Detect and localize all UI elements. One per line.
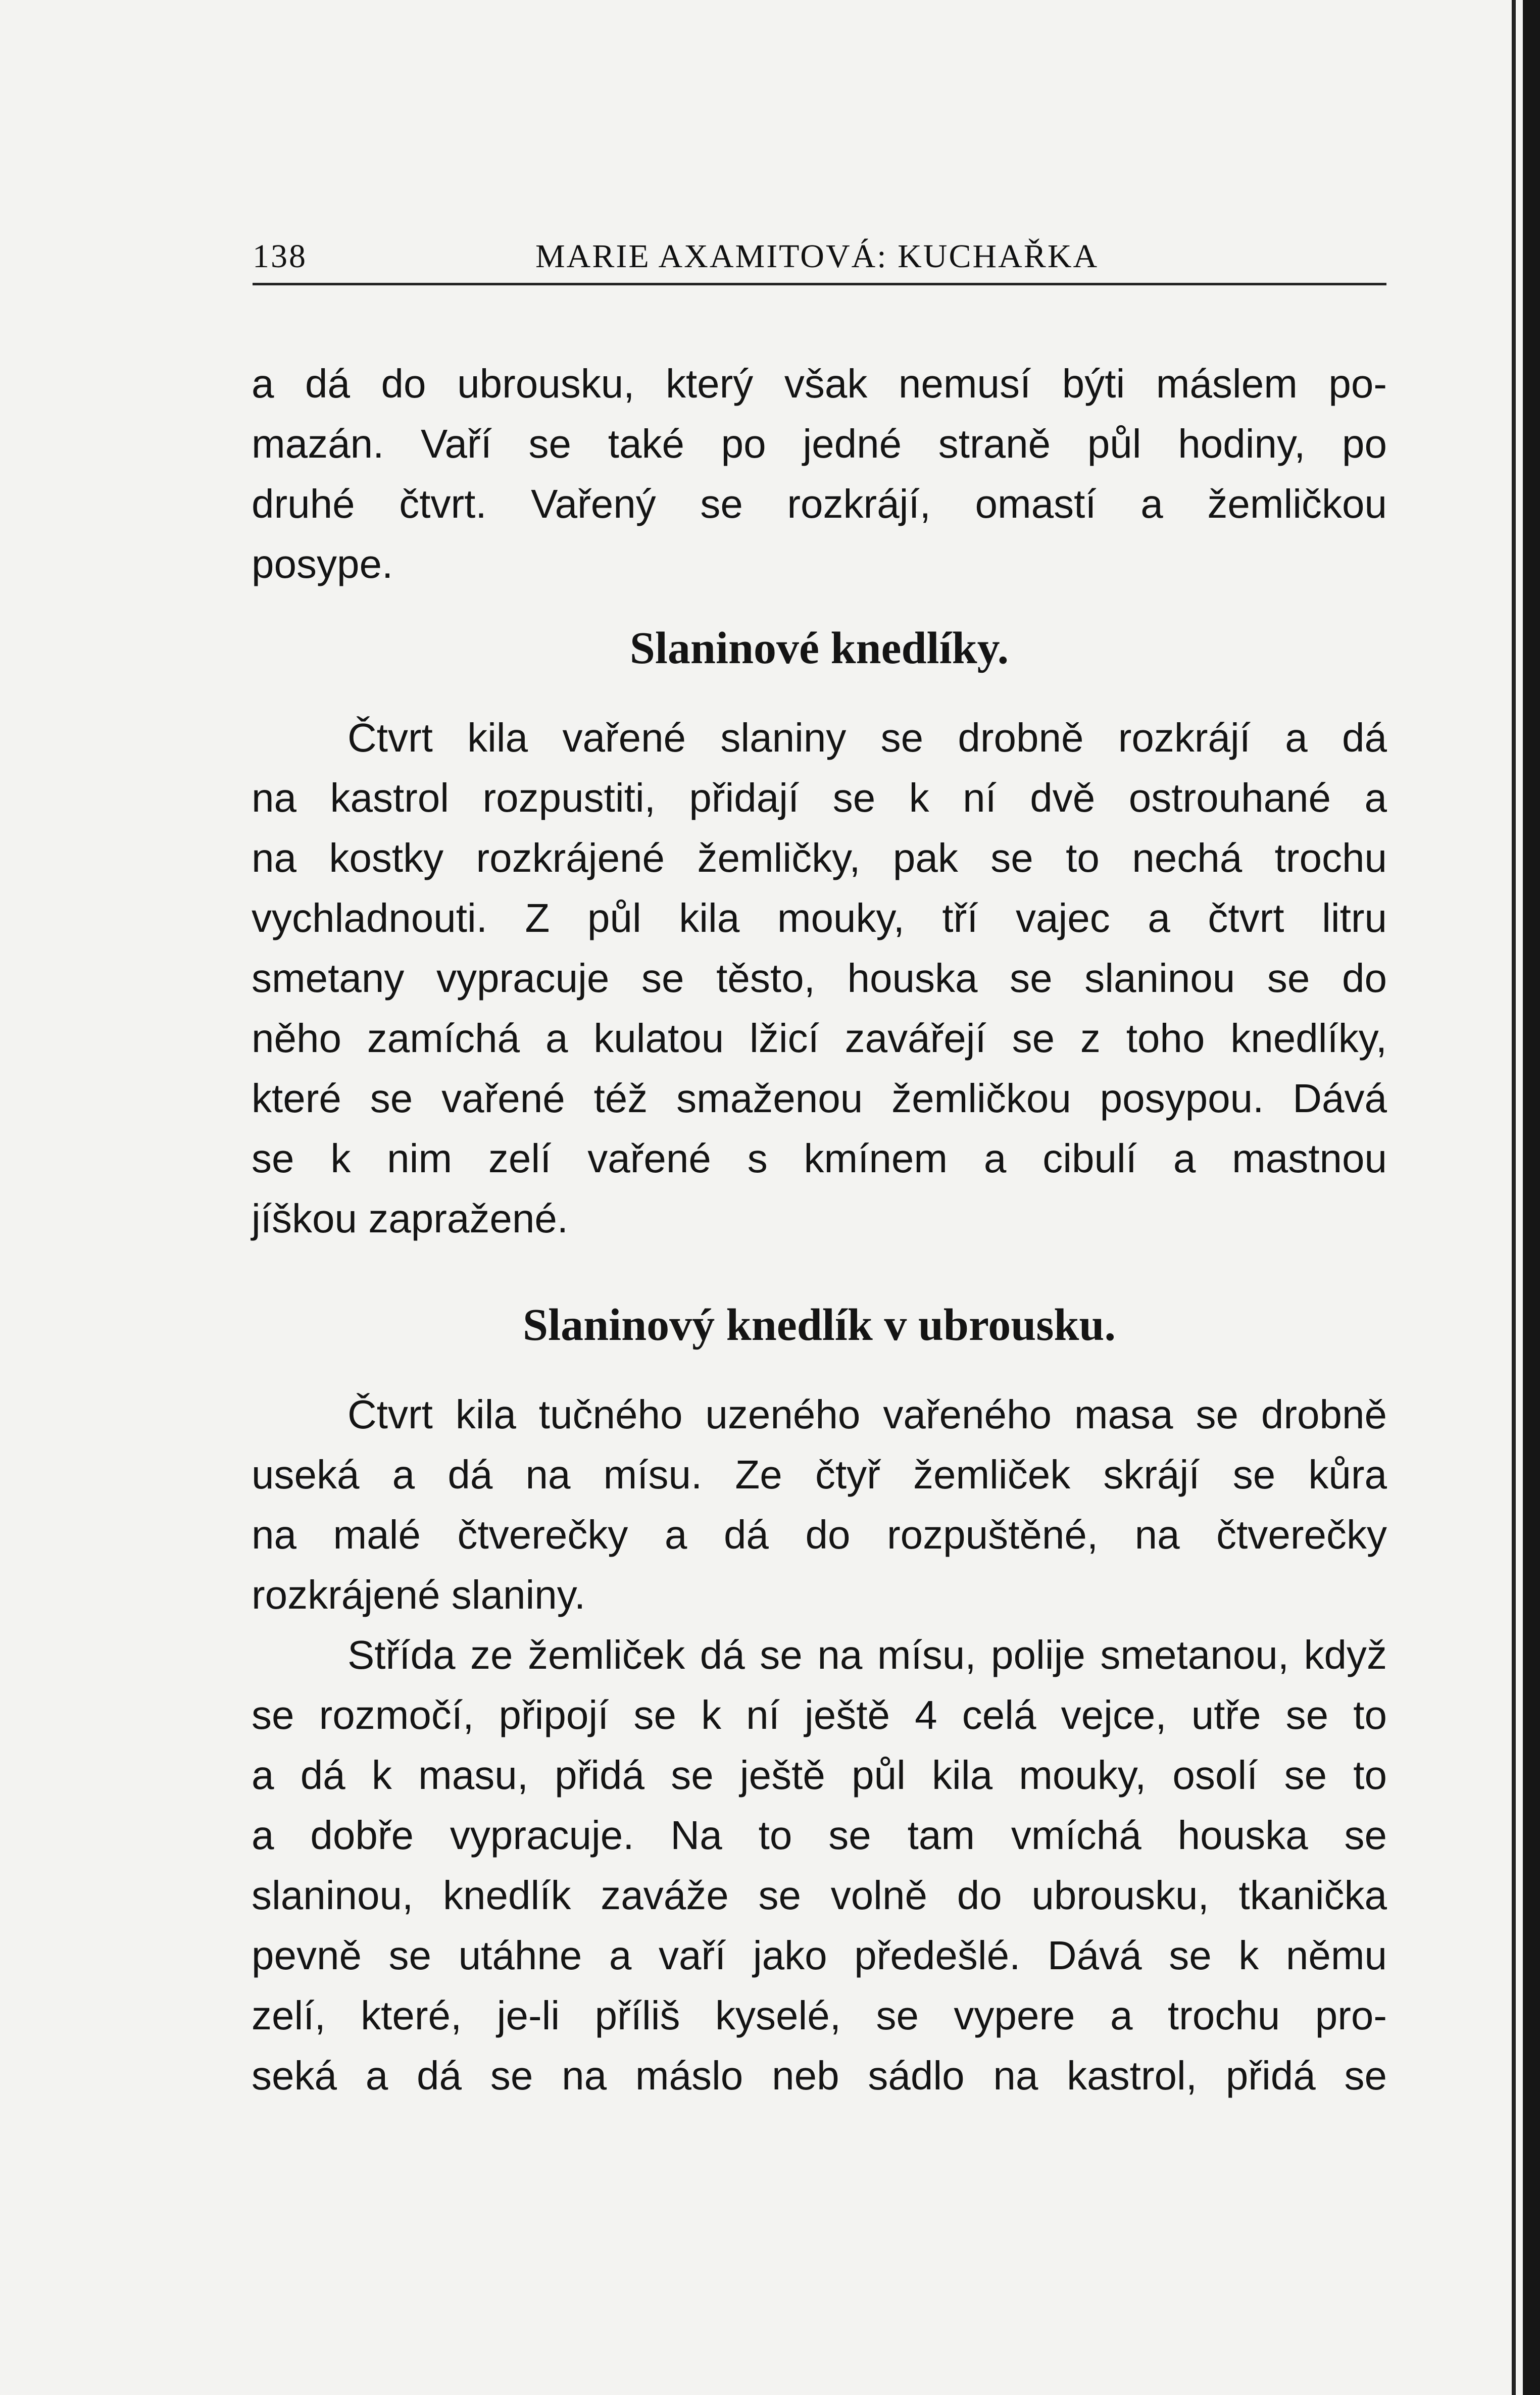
text-line: které se vařené též smaženou žemličkou posypou. Dává <box>252 1076 1387 1121</box>
text-line: vychladnouti. Z půl kila mouky, tří vajec a čtvrt litru <box>252 895 1387 940</box>
page-edge-line <box>1512 0 1516 2395</box>
text-line: rozkrájené slaniny. <box>252 1572 586 1617</box>
text-line: zelí, které, je-li příliš kyselé, se vypere a trochu pro- <box>252 1993 1387 2038</box>
text-line: Čtvrt kila vařené slaniny se drobně rozkrájí a dá <box>347 715 1387 760</box>
text-line: a dá k masu, přidá se ještě půl kila mouky, osolí se to <box>252 1753 1387 1798</box>
paragraph-recipe1 <box>252 708 1387 1249</box>
text-line: seká a dá se na máslo neb sádlo na kastrol, přidá se <box>252 2053 1387 2098</box>
text-line: druhé čtvrt. Vařený se rozkrájí, omastí a žemličkou <box>252 481 1387 526</box>
text-line: a dobře vypracuje. Na to se tam vmíchá houska se <box>252 1813 1387 1858</box>
text-line: slaninou, knedlík zaváže se volně do ubrousku, tkanička <box>252 1873 1387 1918</box>
paragraph-intro <box>252 354 1387 594</box>
header-rule <box>253 283 1386 285</box>
text-line: smetany vypracuje se těsto, houska se slaninou se do <box>252 956 1387 1001</box>
page-number: 138 <box>253 238 307 275</box>
text-line: pevně se utáhne a vaří jako předešlé. Dává se k němu <box>252 1933 1387 1978</box>
text-line: se k nim zelí vařené s kmínem a cibulí a mastnou <box>252 1136 1387 1181</box>
paragraph-recipe2b <box>252 1625 1387 2106</box>
text-line: jíškou zapražené. <box>252 1196 569 1241</box>
text-line: mazán. Vaří se také po jedné straně půl hodiny, po <box>252 421 1387 466</box>
paragraph-recipe2a <box>252 1384 1387 1625</box>
text-line: posype. <box>252 541 393 586</box>
text-line: na kostky rozkrájené žemličky, pak se to nechá trochu <box>252 835 1387 880</box>
text-line: a dá do ubrousku, který však nemusí býti máslem po- <box>252 361 1387 406</box>
page-binding-edge <box>1523 0 1540 2395</box>
text-line: Čtvrt kila tučného uzeného vařeného masa se drobně <box>347 1392 1387 1437</box>
page-body <box>252 354 1387 2106</box>
text-line: Střída ze žemliček dá se na mísu, polije smetanou, když <box>347 1632 1387 1677</box>
recipe-heading-slaninove-knedliky: Slaninové knedlíky. <box>629 623 1009 673</box>
text-line: něho zamíchá a kulatou lžicí zavářejí se z toho knedlíky, <box>252 1016 1387 1061</box>
text-line: na malé čtverečky a dá do rozpuštěné, na čtverečky <box>252 1512 1387 1557</box>
recipe-heading-slaninovy-knedlik: Slaninový knedlík v ubrousku. <box>523 1300 1116 1350</box>
page-header <box>253 237 1386 288</box>
text-line: useká a dá na mísu. Ze čtyř žemliček skrájí se kůra <box>252 1452 1387 1497</box>
text-line: na kastrol rozpustiti, přidají se k ní dvě ostrouhané a <box>252 775 1387 820</box>
text-line: se rozmočí, připojí se k ní ještě 4 celá vejce, utře se to <box>252 1692 1387 1737</box>
running-head: MARIE AXAMITOVÁ: KUCHAŘKA <box>535 238 1099 275</box>
